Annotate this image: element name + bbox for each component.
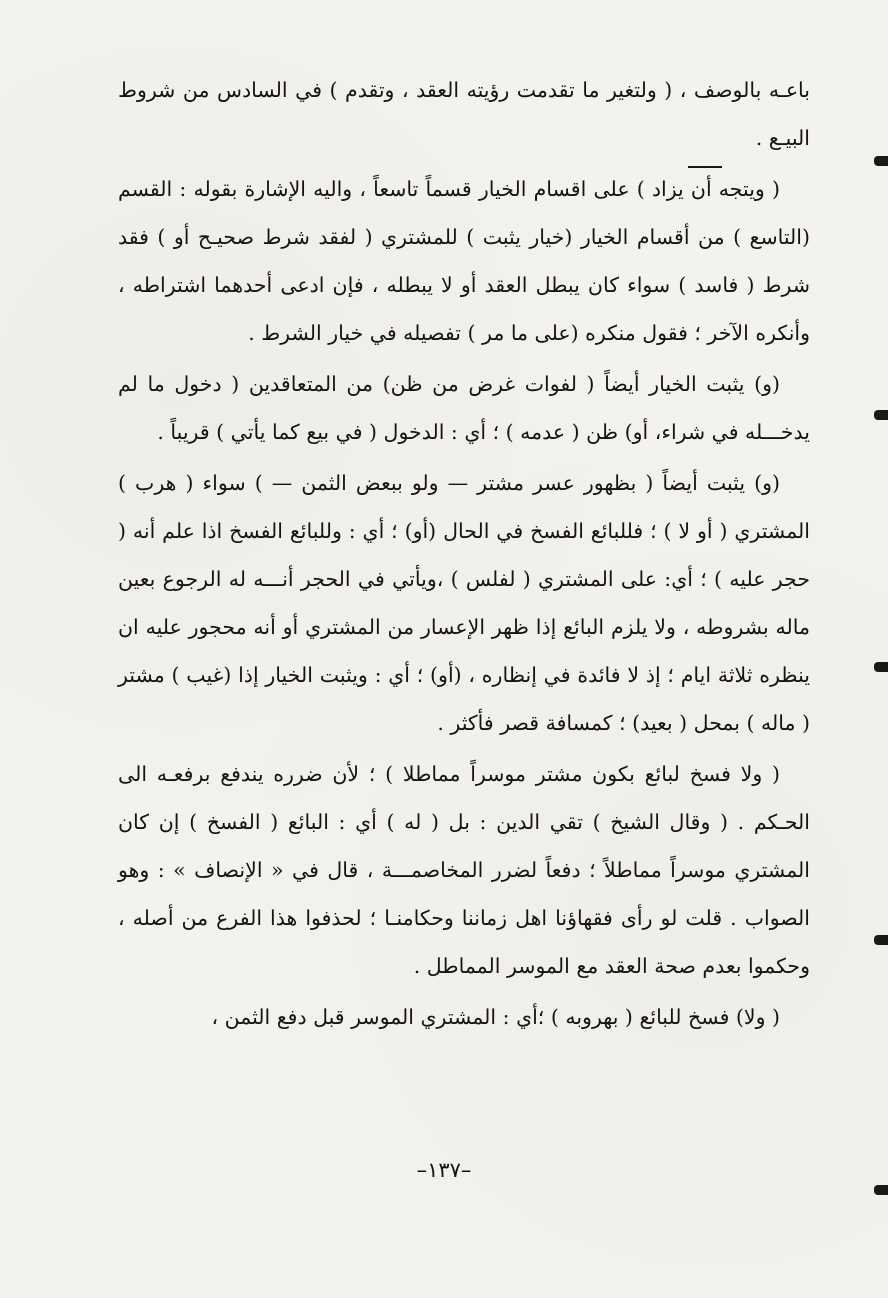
- paragraph-5: ( ولا فسخ لبائع بكون مشتر موسراً مماطلا ) ؛ لأن ضرره يندفع برفعـه الى الحـكم . ( وقال الشيخ ) تقي الدين : بل ( له ) أي : البائع ( الفسخ ) إن كان المشتري موسراً مماطلاً ؛ دفعاً لضرر المخاصمـــة ، قال في « الإنصاف » : وهو الصواب . قلت لو رأى فقهاؤنا اهل زماننا وحكامنـا ؛ لحذفوا هذا الفرع من أصله ، وحكموا بعدم صحة العقد مع الموسر المماطل .: [118, 762, 810, 978]
- binding-mark: [874, 662, 888, 672]
- page-number: –١٣٧–: [416, 1158, 472, 1182]
- binding-mark: [874, 410, 888, 420]
- binding-mark: [874, 935, 888, 945]
- paragraph-4: (و) يثبت أيضاً ( بظهور عسر مشتر — ولو ببعض الثمن — ) سواء ( هرب ) المشتري ( أو لا ) ؛ فللبائع الفسخ في الحال (أو) ؛ أي : وللبائع الفسخ اذا علم أنه ( حجر عليه ) ؛ أي: على المشتري ( لفلس ) ،ويأتي في الحجر أنـــه له الرجوع بعين ماله بشروطه ، ولا يلزم البائع إذا ظهر الإعسار من المشتري أو أنه محجور عليه ان ينظره ثلاثة ايام ؛ إذ لا فائدة في إنظاره ، (أو) ؛ أي : ويثبت الخيار إذا (غيب ) مشتر ( ماله ) بمحل ( بعيد) ؛ كمسافة قصر فأكثر .: [118, 471, 810, 735]
- body-text: [118, 66, 810, 1041]
- paragraph-6: ( ولا) فسخ للبائع ( بهروبه ) ؛أي : المشتري الموسر قبل دفع الثمن ،: [211, 1005, 780, 1029]
- paragraph-2: ( ويتجه أن يزاد ) على اقسام الخيار قسماً تاسعاً ، واليه الإشارة بقوله : القسم (التاسع ) من أقسام الخيار (خيار يثبت ) للمشتري ( لفقد شرط صحيـح أو ) فقد شرط ( فاسد ) سواء كان يبطل العقد أو لا يبطله ، فإن ادعى أحدهما اشتراطه ، وأنكره الآخر ؛ فقول منكره (على ما مر ) تفصيله في خيار الشرط .: [118, 177, 810, 345]
- paragraph-3: (و) يثبت الخيار أيضاً ( لفوات غرض من ظن) من المتعاقدين ( دخول ما لم يدخـــله في شراء، أو) ظن ( عدمه ) ؛ أي : الدخول ( في بيع كما يأتي ) قريباً .: [118, 372, 810, 444]
- paragraph-1: باعـه بالوصف ، ( ولتغير ما تقدمت رؤيته العقد ، وتقدم ) في السادس من شروط البيـع .: [118, 78, 810, 150]
- binding-mark: [874, 156, 888, 166]
- binding-mark: [874, 1185, 888, 1195]
